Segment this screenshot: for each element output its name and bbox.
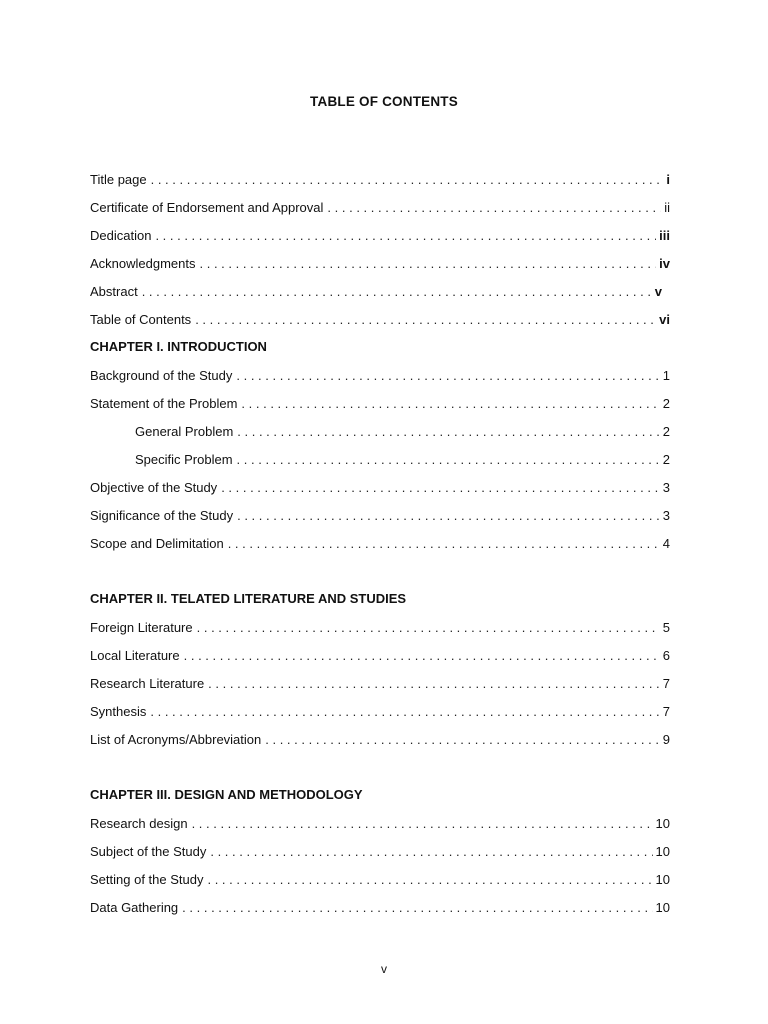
dot-leader bbox=[182, 898, 652, 918]
toc-entry-page: i bbox=[666, 172, 670, 187]
toc-entry-label: Data Gathering bbox=[90, 900, 179, 915]
dot-leader bbox=[236, 366, 659, 386]
toc-entry-page: iii bbox=[659, 228, 670, 243]
toc-entry-label: Certificate of Endorsement and Approval bbox=[90, 200, 324, 215]
toc-subentry bbox=[135, 450, 670, 470]
page-title: TABLE OF CONTENTS bbox=[310, 94, 458, 109]
dot-leader bbox=[208, 674, 660, 694]
toc-entry-certificate bbox=[90, 198, 670, 218]
toc-entry-label: Specific Problem bbox=[135, 452, 233, 467]
dot-leader bbox=[155, 226, 656, 246]
toc-entry bbox=[90, 870, 670, 890]
toc-entry-table-of-contents bbox=[90, 310, 670, 330]
chapter-heading: CHAPTER II. TELATED LITERATURE AND STUDIES bbox=[90, 591, 407, 606]
toc-entry bbox=[90, 478, 670, 498]
toc-entry-page: 7 bbox=[662, 704, 670, 719]
dot-leader bbox=[265, 730, 660, 750]
toc-entry bbox=[90, 506, 670, 526]
toc-entry-page: vi bbox=[659, 312, 670, 327]
toc-entry-page: 10 bbox=[655, 844, 670, 859]
dot-leader bbox=[192, 814, 653, 834]
toc-entry-page: 7 bbox=[662, 676, 670, 691]
dot-leader bbox=[184, 646, 660, 666]
toc-entry-label: Abstract bbox=[90, 284, 138, 299]
dot-leader bbox=[228, 534, 660, 554]
toc-entry-page: 10 bbox=[655, 872, 670, 887]
toc-entry-page: 2 bbox=[662, 396, 670, 411]
toc-entry-label: Objective of the Study bbox=[90, 480, 218, 495]
toc-entry-abstract bbox=[90, 282, 670, 302]
toc-entry-label: Scope and Delimitation bbox=[90, 536, 224, 551]
toc-entry-page: 10 bbox=[655, 900, 670, 915]
dot-leader bbox=[327, 198, 661, 218]
toc-entry-label: Local Literature bbox=[90, 648, 180, 663]
toc-entry-page: iv bbox=[659, 256, 670, 271]
toc-entry-page: 6 bbox=[662, 648, 670, 663]
dot-leader bbox=[237, 422, 659, 442]
toc-entry-page: ii bbox=[664, 200, 670, 215]
toc-entry-label: Statement of the Problem bbox=[90, 396, 238, 411]
page-number: v bbox=[381, 962, 387, 976]
dot-leader bbox=[142, 282, 652, 302]
toc-entry-page: 4 bbox=[662, 536, 670, 551]
toc-entry bbox=[90, 898, 670, 918]
toc-entry bbox=[90, 702, 670, 722]
toc-entry-acknowledgments bbox=[90, 254, 670, 274]
dot-leader bbox=[241, 394, 659, 414]
toc-entry bbox=[90, 842, 670, 862]
toc-entry-label: Background of the Study bbox=[90, 368, 233, 383]
dot-leader bbox=[200, 254, 657, 274]
dot-leader bbox=[210, 842, 652, 862]
dot-leader bbox=[221, 478, 660, 498]
toc-entry-label: Dedication bbox=[90, 228, 152, 243]
toc-entry-label: Subject of the Study bbox=[90, 844, 207, 859]
toc-entry-page: 2 bbox=[662, 452, 670, 467]
toc-entry-label: Research design bbox=[90, 816, 188, 831]
toc-entry-page: 10 bbox=[655, 816, 670, 831]
dot-leader bbox=[150, 702, 659, 722]
toc-entry bbox=[90, 646, 670, 666]
dot-leader bbox=[237, 506, 660, 526]
dot-leader bbox=[207, 870, 652, 890]
dot-leader bbox=[151, 170, 664, 190]
toc-entry-page: 1 bbox=[662, 368, 670, 383]
toc-entry-label: Setting of the Study bbox=[90, 872, 204, 887]
toc-entry bbox=[90, 730, 670, 750]
toc-subentry bbox=[135, 422, 670, 442]
toc-entry-page: v bbox=[654, 284, 662, 299]
toc-entry bbox=[90, 814, 670, 834]
toc-entry bbox=[90, 674, 670, 694]
chapter-heading: CHAPTER III. DESIGN AND METHODOLOGY bbox=[90, 787, 363, 802]
dot-leader bbox=[195, 310, 656, 330]
toc-entry-label: Synthesis bbox=[90, 704, 147, 719]
toc-entry-page: 9 bbox=[662, 732, 670, 747]
toc-entry bbox=[90, 394, 670, 414]
toc-entry-page: 2 bbox=[662, 424, 670, 439]
toc-entry-label: Foreign Literature bbox=[90, 620, 193, 635]
toc-entry-label: Table of Contents bbox=[90, 312, 192, 327]
dot-leader bbox=[237, 450, 660, 470]
chapter-heading: CHAPTER I. INTRODUCTION bbox=[90, 339, 267, 354]
toc-entry-page: 3 bbox=[662, 480, 670, 495]
toc-entry bbox=[90, 366, 670, 386]
toc-entry-title-page bbox=[90, 170, 670, 190]
toc-entry-label: List of Acronyms/Abbreviation bbox=[90, 732, 262, 747]
toc-entry-label: Research Literature bbox=[90, 676, 205, 691]
toc-entry-label: Title page bbox=[90, 172, 147, 187]
toc-entry-label: General Problem bbox=[135, 424, 234, 439]
toc-entry bbox=[90, 618, 670, 638]
dot-leader bbox=[197, 618, 660, 638]
toc-entry-page: 3 bbox=[662, 508, 670, 523]
toc-entry-label: Acknowledgments bbox=[90, 256, 196, 271]
toc-entry-page: 5 bbox=[662, 620, 670, 635]
toc-entry-dedication bbox=[90, 226, 670, 246]
toc-entry-label: Significance of the Study bbox=[90, 508, 234, 523]
toc-entry bbox=[90, 534, 670, 554]
